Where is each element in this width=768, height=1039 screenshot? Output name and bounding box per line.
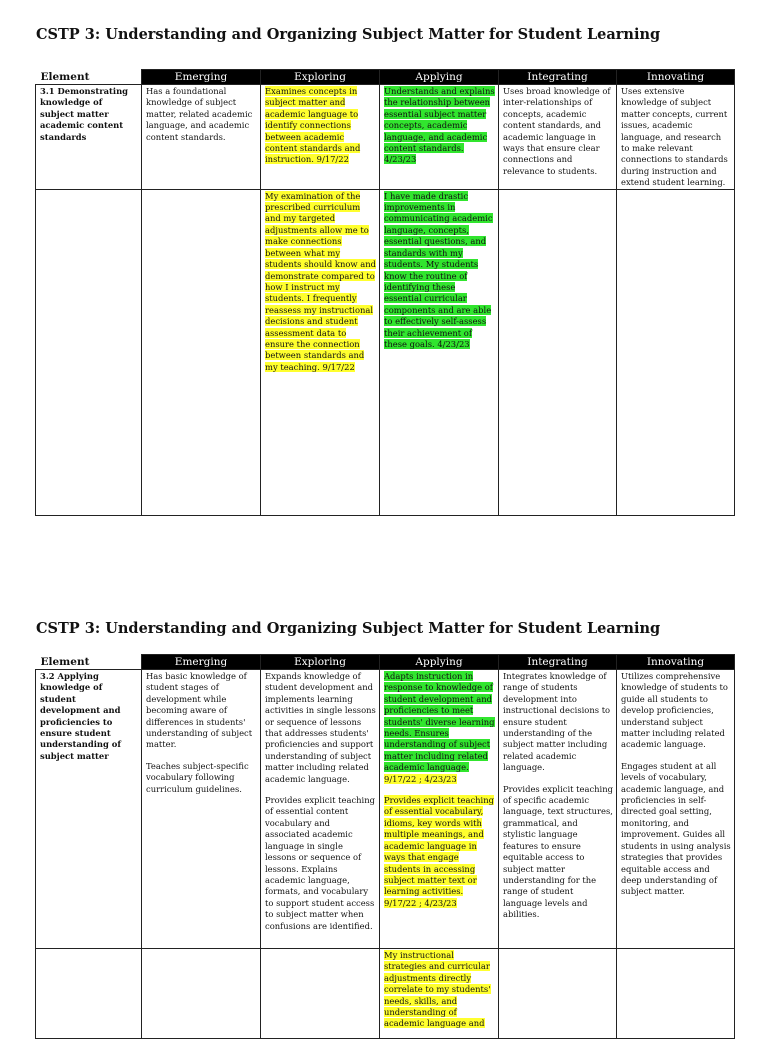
table-row bbox=[36, 949, 735, 1039]
highlighted-text: My examination of the prescribed curriculum and my targeted adjustments allow me to make connections between what my students should know and demonstrate compared to how I instruct my students. I frequently reassess my instructional decisions and student assessment data to ensure the connection between standards and my teaching. 9/17/22 bbox=[265, 190, 377, 372]
cell-paragraph: Utilizes comprehensive knowledge of students to guide all students to develop proficiencies, understand subject matter including related academic language. bbox=[621, 671, 728, 750]
header-row bbox=[36, 655, 735, 670]
header-integrating: Integrating bbox=[499, 70, 617, 85]
cell-text: Uses broad knowledge of inter-relationships of concepts, academic content standards, and academic language in ways that ensure clear connections and relevance to students. bbox=[503, 86, 611, 176]
highlighted-date: 9/17/22 ; 4/23/23 bbox=[384, 773, 457, 784]
header-exploring: Exploring bbox=[261, 655, 380, 670]
highlighted-text: Examines concepts in subject matter and academic language to identify connections between academic content standards and instruction. 9/17/22 bbox=[265, 86, 361, 165]
highlighted-text: Understands and explains the relationship between essential subject matter concepts, academic language, and academic content standards. 4/23/23 bbox=[384, 86, 495, 165]
cell-paragraph: Teaches subject-specific vocabulary following curriculum guidelines. bbox=[146, 760, 249, 794]
header-integrating: Integrating bbox=[499, 655, 617, 670]
cell-paragraph bbox=[384, 795, 495, 909]
cell-paragraph: Expands knowledge of student development and implements learning activities in single lessons or sequence of lessons that addresses students' proficiencies and support understanding of subject matter including related academic language. bbox=[265, 671, 376, 784]
page-title: CSTP 3: Understanding and Organizing Subject Matter for Student Learning bbox=[36, 26, 661, 43]
header-applying: Applying bbox=[380, 655, 499, 670]
element-cell-empty bbox=[36, 189, 142, 515]
element-label: 3.1 Demonstrating knowledge of subject matter academic content standards bbox=[40, 86, 129, 142]
element-cell bbox=[36, 85, 142, 190]
cell-paragraph bbox=[384, 671, 495, 785]
table-row bbox=[36, 85, 735, 190]
element-cell-empty bbox=[36, 949, 142, 1039]
rubric-table bbox=[35, 69, 735, 516]
cell-innovating-empty bbox=[617, 189, 735, 515]
cell-emerging-empty bbox=[142, 189, 261, 515]
cell-integrating-empty bbox=[499, 949, 617, 1039]
table-row bbox=[36, 189, 735, 515]
highlighted-text: I have made drastic improvements in communicating academic language, concepts, essential questions, and standards with my students. My students know the routine of identifying these essential curricular components and are able to effectively self-assess their achievement of these goals. 4/23/23 bbox=[384, 190, 493, 349]
cell-exploring-empty bbox=[261, 949, 380, 1039]
cell-emerging bbox=[142, 670, 261, 949]
cell-emerging bbox=[142, 85, 261, 190]
header-innovating: Innovating bbox=[617, 70, 735, 85]
header-row bbox=[36, 70, 735, 85]
cell-applying bbox=[380, 670, 499, 949]
cell-innovating-empty bbox=[617, 949, 735, 1039]
cell-emerging-empty bbox=[142, 949, 261, 1039]
cell-innovating bbox=[617, 670, 735, 949]
cell-applying-reflection bbox=[380, 189, 499, 515]
header-applying: Applying bbox=[380, 70, 499, 85]
element-cell bbox=[36, 670, 142, 949]
highlighted-date: 9/17/22 ; 4/23/23 bbox=[384, 897, 457, 908]
cell-paragraph: Provides explicit teaching of specific academic language, text structures, grammatical, and stylistic language features to ensure equitable access to subject matter understanding for the range of student language levels and abilities. bbox=[503, 783, 613, 920]
highlighted-text: Provides explicit teaching of essential vocabulary, idioms, key words with multiple meanings, and academic language in ways that engage students in accessing subject matter text or learning activities. bbox=[384, 795, 494, 897]
highlighted-text: My instructional strategies and curricular adjustments directly correlate to my students' needs, skills, and understanding of academic language and bbox=[384, 950, 491, 1029]
highlighted-text: Adapts instruction in response to knowledge of student development and proficiencies to meet students' diverse learning needs. Ensures understanding of subject matter including related academic language. bbox=[384, 671, 495, 773]
cell-paragraph: Has basic knowledge of student stages of development while becoming aware of differences in students' understanding of subject matter. bbox=[146, 671, 253, 750]
cell-text: Has a foundational knowledge of subject matter, related academic language, and academic content standards. bbox=[146, 86, 253, 142]
page-title: CSTP 3: Understanding and Organizing Subject Matter for Student Learning bbox=[36, 620, 661, 637]
header-exploring: Exploring bbox=[261, 70, 380, 85]
cell-text: Uses extensive knowledge of subject matter concepts, current issues, academic language, and research to make relevant connections to standards during instruction and extend student learning. bbox=[621, 86, 728, 188]
header-innovating: Innovating bbox=[617, 655, 735, 670]
cell-integrating-empty bbox=[499, 189, 617, 515]
cell-integrating bbox=[499, 85, 617, 190]
header-element: Element bbox=[36, 70, 142, 85]
header-emerging: Emerging bbox=[142, 70, 261, 85]
cell-applying-reflection bbox=[380, 949, 499, 1039]
cell-exploring-reflection bbox=[261, 189, 380, 515]
cell-paragraph: Engages student at all levels of vocabulary, academic language, and proficiencies in self-directed goal setting, monitoring, and improvement. Guides all students in using analysis strategies that provides equitable access and deep understanding of subject matter. bbox=[621, 760, 731, 897]
cell-exploring bbox=[261, 85, 380, 190]
cell-paragraph: Provides explicit teaching of essential content vocabulary and associated academic language in single lessons or sequence of lessons. Explains academic language, formats, and vocabulary to support student access to subject matter when confusions are identified. bbox=[265, 795, 375, 931]
header-element: Element bbox=[36, 655, 142, 670]
cell-applying bbox=[380, 85, 499, 190]
cell-exploring bbox=[261, 670, 380, 949]
cell-integrating bbox=[499, 670, 617, 949]
cell-paragraph: Integrates knowledge of range of students development into instructional decisions to ensure student understanding of the subject matter including related academic language. bbox=[503, 671, 611, 773]
element-label: 3.2 Applying knowledge of student development and proficiencies to ensure student understanding of subject matter bbox=[40, 671, 121, 761]
cell-innovating bbox=[617, 85, 735, 190]
header-emerging: Emerging bbox=[142, 655, 261, 670]
rubric-table bbox=[35, 654, 735, 1039]
table-row bbox=[36, 670, 735, 949]
